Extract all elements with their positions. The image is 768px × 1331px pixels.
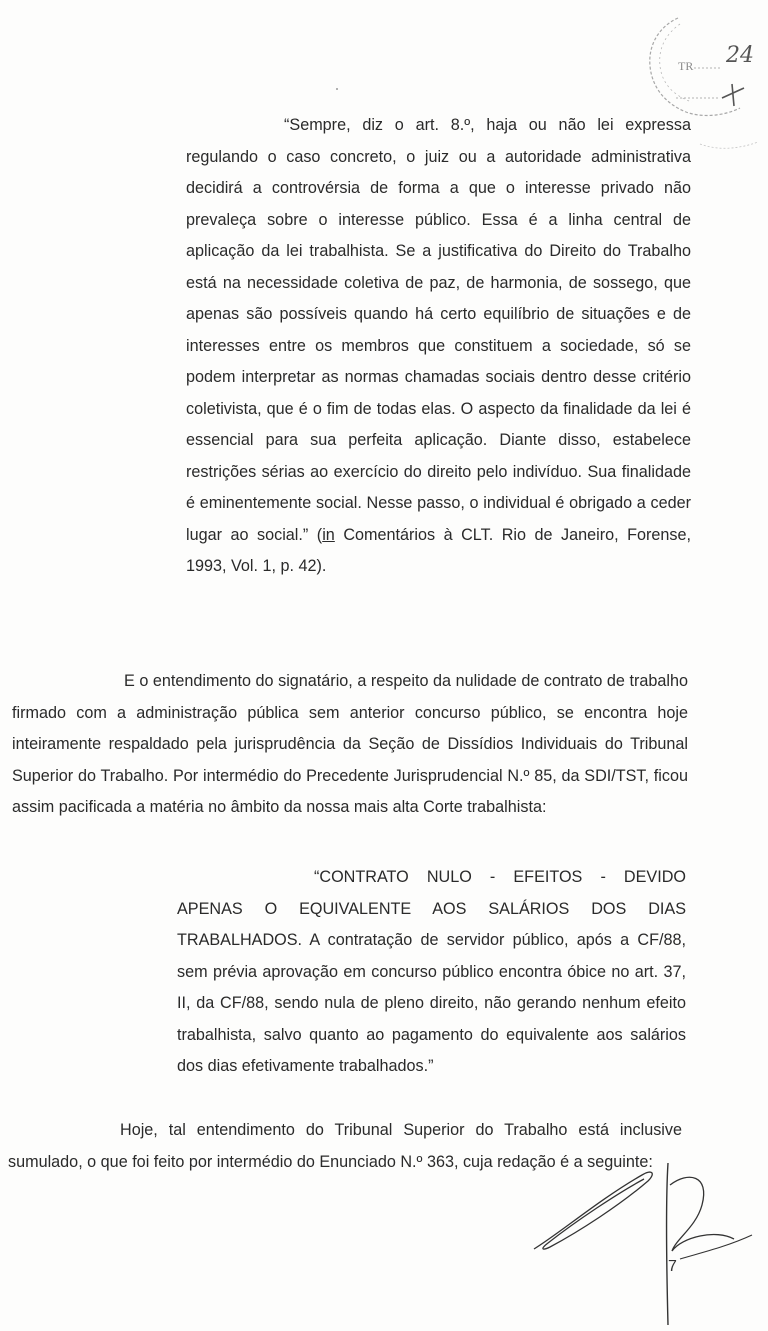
handwritten-signature bbox=[520, 1155, 760, 1325]
body-paragraph-1 bbox=[12, 666, 688, 824]
quote-1-in: in bbox=[322, 525, 335, 544]
body-paragraph-2-text: Hoje, tal entendimento do Tribunal Superior do Trabalho está inclusive sumulado, o que foi feito por intermédio do Enunciado N.º 363, cuja redação é a seguinte: bbox=[8, 1121, 682, 1171]
stamp-text: TR bbox=[678, 59, 694, 73]
body-paragraph-1-text: E o entendimento do signatário, a respeito da nulidade de contrato de trabalho firmado com a administração pública sem anterior concurso público, se encontra hoje inteiramente respaldado pela jurisprudência da Seção de Dissídios Individuais do Tribunal Superior do Trabalho. Por intermédio do Precedente Jurisprudencial N.º 85, da SDI/TST, ficou assim pacificada a matéria no âmbito da nossa mais alta Corte trabalhista: bbox=[12, 672, 688, 816]
scan-speck bbox=[336, 88, 338, 90]
quote-paragraph-2 bbox=[177, 862, 686, 1083]
quote-paragraph-1 bbox=[186, 110, 691, 583]
quote-1-citation: Comentários à CLT. Rio de Janeiro, Forense, 1993, Vol. 1, p. 42). bbox=[186, 525, 691, 575]
quote-1-text: “Sempre, diz o art. 8.º, haja ou não lei expressa regulando o caso concreto, o juiz ou a autoridade administrativa decidirá a controvérsia de forma a que o interesse privado não prevaleça sobre o interesse público. Essa é a linha central de aplicação da lei trabalhista. Se a justificativa do Direito do Trabalho está na necessidade coletiva de paz, de harmonia, de sossego, que apenas são possíveis quando há certo equilíbrio de situações e de interesses entre os membros que constituem a sociedade, só se podem interpretar as normas chamadas sociais dentro desse critério coletivista, que é o fim de todas elas. O aspecto da finalidade da lei é essencial para sua perfeita aplicação. Diante disso, estabelece restrições sérias ao exercício do direito pelo indivíduo. Sua finalidade é eminentemente social. Nesse passo, o individual é obrigado a ceder lugar ao social.” ( bbox=[186, 116, 691, 544]
page-number: 7 bbox=[668, 1258, 677, 1275]
quote-2-text: “CONTRATO NULO - EFEITOS - DEVIDO APENAS O EQUIVALENTE AOS SALÁRIOS DOS DIAS TRABALHADOS. A contratação de servidor público, após a CF/88, sem prévia aprovação em concurso público encontra óbice no art. 37, II, da CF/88, sendo nula de pleno direito, não gerando nenhum efeito trabalhista, salvo quanto ao pagamento do equivalente aos salários dos dias efetivamente trabalhados.” bbox=[177, 868, 686, 1075]
folio-number: 24 bbox=[726, 43, 754, 68]
